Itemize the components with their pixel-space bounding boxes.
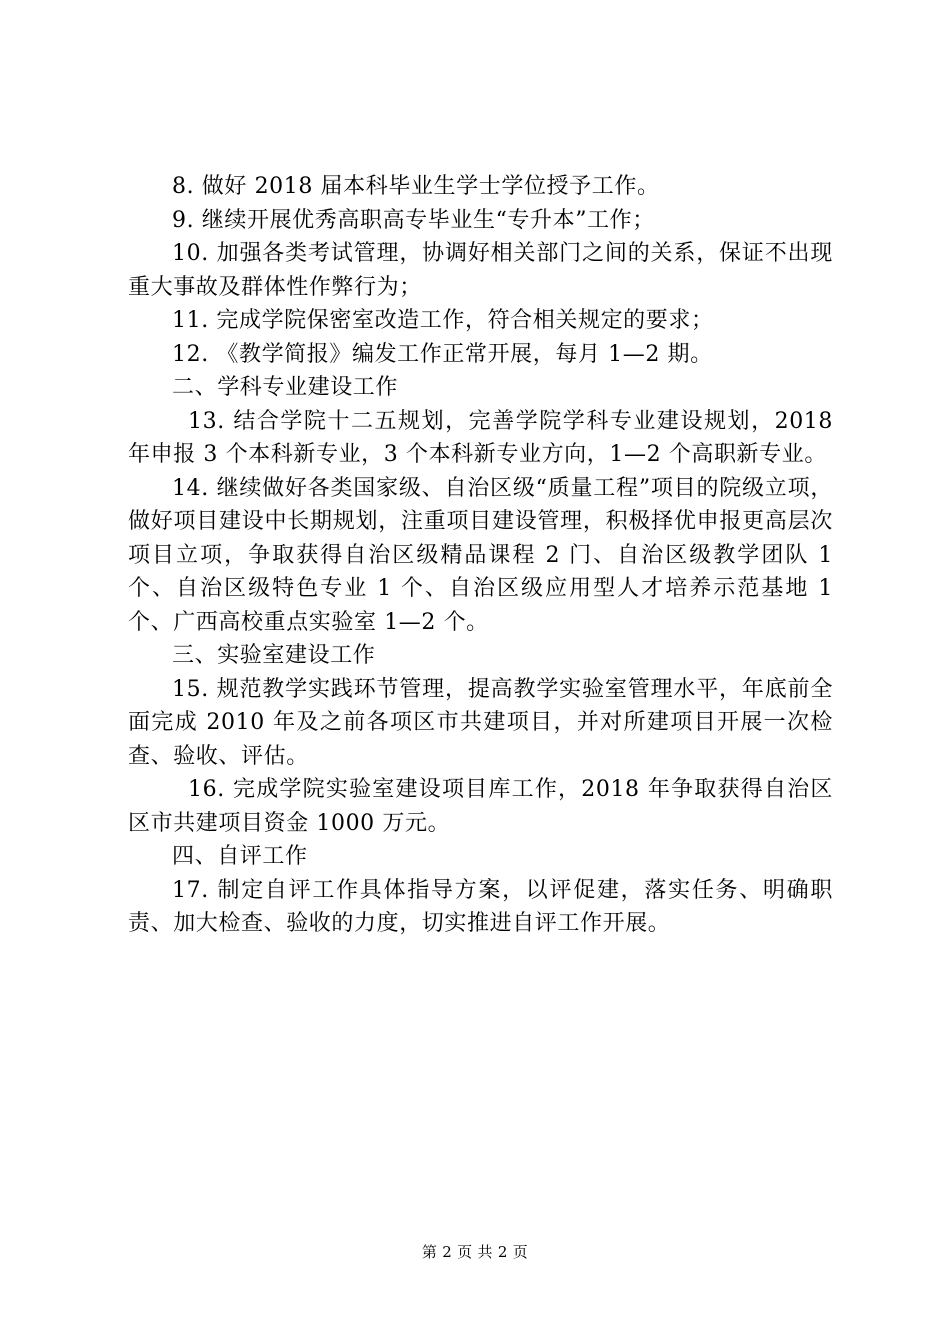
paragraph-item-8: 8. 做好 2018 届本科毕业生学士学位授予工作。	[172, 174, 660, 199]
paragraph-item-11: 11. 完成学院保密室改造工作，符合相关规定的要求；	[172, 308, 714, 333]
paragraph-item-14: 14. 继续做好各类国家级、自治区级“质量工程”项目的院级立项，做好项目建设中长期规划，注重项目建设管理，积极择优申报更高层次项目立项，争取获得自治区级精品课程 2 门、自治区级教学团队 1 个、自治区级特色专业 1 个、自治区级应用型人才培养示范基地 1 个、广西高校重点实验室 1—2 个。	[128, 475, 833, 635]
paragraph-item-15: 15. 规范教学实践环节管理，提高教学实验室管理水平，年底前全面完成 2010 年及之前各项区市共建项目，并对所建项目开展一次检查、验收、评估。	[128, 676, 833, 769]
paragraph-item-13: 13. 结合学院十二五规划，完善学院学科专业建设规划，2018 年申报 3 个本科新专业，3 个本科新专业方向，1—2 个高职新专业。	[128, 408, 833, 467]
section-heading-self-evaluation: 四、自评工作	[172, 844, 308, 869]
section-heading-laboratory: 三、实验室建设工作	[172, 643, 376, 668]
paragraph-item-12: 12. 《教学简报》编发工作正常开展，每月 1—2 期。	[172, 341, 713, 367]
document-body	[128, 170, 833, 941]
page-footer	[0, 1242, 950, 1262]
paragraph-item-16: 16. 完成学院实验室建设项目库工作，2018 年争取获得自治区区市共建项目资金 1000 万元。	[128, 777, 833, 836]
page-number-label: 第 2 页 共 2 页	[421, 1243, 529, 1261]
paragraph-item-9: 9. 继续开展优秀高职高专毕业生“专升本”工作；	[172, 207, 655, 233]
section-heading-discipline: 二、学科专业建设工作	[172, 375, 399, 400]
paragraph-item-17: 17. 制定自评工作具体指导方案，以评促建，落实任务、明确职责、加大检查、验收的力度，切实推进自评工作开展。	[128, 877, 833, 936]
paragraph-item-10: 10. 加强各类考试管理，协调好相关部门之间的关系，保证不出现重大事故及群体性作弊行为；	[128, 241, 833, 300]
